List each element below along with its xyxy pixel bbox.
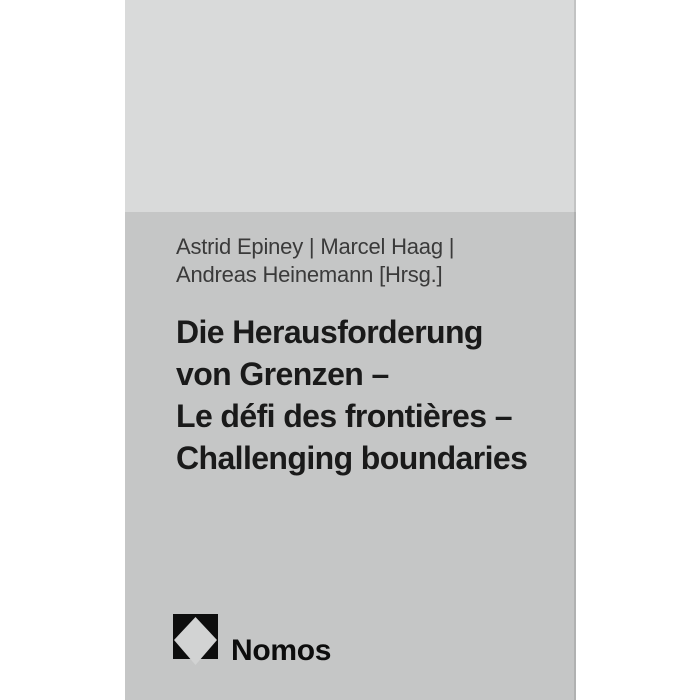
- nomos-diamond-icon: [173, 614, 218, 666]
- editors-line-2: Andreas Heinemann [Hrsg.]: [176, 262, 443, 287]
- publisher-name: Nomos: [231, 634, 332, 667]
- cover-top-section: [125, 0, 576, 212]
- title-line-3: Le défi des frontières –: [176, 398, 512, 434]
- book-cover: [125, 0, 576, 700]
- publisher-logo: [173, 614, 332, 667]
- title-line-2: von Grenzen –: [176, 356, 389, 392]
- editors-block: [176, 233, 454, 289]
- editors-line-1: Astrid Epiney | Marcel Haag |: [176, 234, 455, 259]
- book-title: [176, 311, 527, 479]
- title-line-4: Challenging boundaries: [176, 440, 528, 476]
- title-line-1: Die Herausforderung: [176, 314, 483, 350]
